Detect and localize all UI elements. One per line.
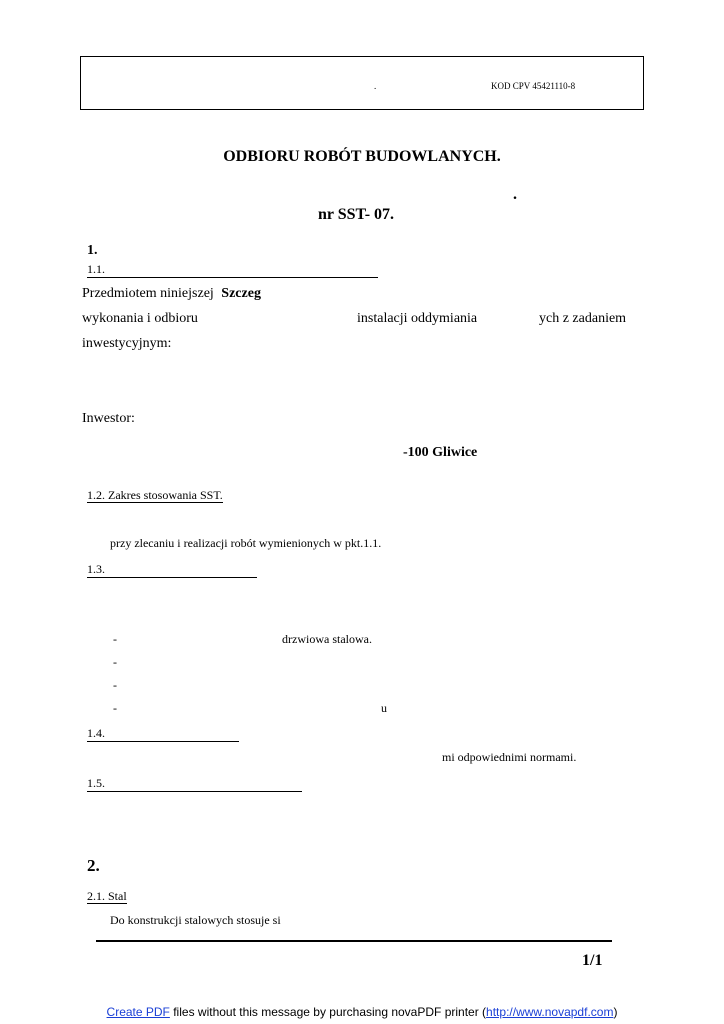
list-item-1-bullet: - (113, 632, 117, 646)
header-dot: . (374, 81, 377, 91)
paragraph-2-text-c: ych z zadaniem (539, 311, 627, 326)
novapdf-footer (0, 1005, 724, 1019)
list-item-2-bullet: - (113, 655, 117, 669)
paragraph-line-1 (82, 286, 261, 302)
subsection-1-1 (87, 262, 378, 278)
subsection-1-1-label: 1.1. (87, 262, 378, 278)
subsection-2-1-label: 2.1. Stal (87, 889, 127, 903)
footer-middle-text: files without this message by purchasing novaPDF printer ( (169, 1005, 487, 1019)
subsection-2-1-text: Do konstrukcji stalowych stosuje si (110, 913, 281, 927)
document-title: ODBIORU ROBÓT BUDOWLANYCH. (223, 148, 501, 165)
subsection-1-5 (87, 776, 302, 792)
subsection-1-2-label: 1.2. Zakres stosowania SST. (87, 488, 223, 502)
investor-label: Inwestor: (82, 411, 135, 426)
list-item-1-text: drzwiowa stalowa. (282, 632, 372, 646)
cpv-code: KOD CPV 45421110-8 (491, 81, 576, 91)
subsection-1-4 (87, 726, 239, 742)
paragraph-1-text-a: Przedmiotem niniejszej (82, 286, 214, 301)
list-item-3-bullet: - (113, 678, 117, 692)
paragraph-2-text-a: wykonania i odbioru (82, 311, 198, 326)
create-pdf-link[interactable]: Create PDF (106, 1005, 170, 1019)
paragraph-3-text: inwestycyjnym: (82, 336, 172, 351)
novapdf-url-link[interactable]: http://www.novapdf.com (486, 1005, 614, 1019)
subsection-1-4-label: 1.4. (87, 726, 239, 742)
footer-end-text: ) (613, 1005, 618, 1019)
footer-rule (96, 940, 612, 942)
list-item-4-bullet: - (113, 701, 117, 715)
section-2-heading: 2. (87, 856, 100, 875)
spec-number: nr SST- 07. (318, 206, 395, 223)
subsection-1-5-label: 1.5. (87, 776, 302, 792)
subsection-1-3-label: 1.3. (87, 562, 257, 578)
subsection-1-3 (87, 562, 257, 578)
title-dot: . (513, 186, 517, 203)
section-1-heading: 1. (87, 243, 98, 258)
header-box (80, 56, 644, 110)
subsection-1-2-text: przy zlecaniu i realizacji robót wymienionych w pkt.1.1. (110, 536, 382, 550)
list-item-4-text: u (381, 701, 387, 715)
subsection-1-4-text: mi odpowiednimi normami. (442, 750, 577, 764)
page-number: 1/1 (582, 952, 603, 969)
subsection-1-2 (87, 488, 223, 503)
paragraph-2-text-b: instalacji oddymiania (357, 311, 478, 326)
subsection-2-1 (87, 889, 127, 904)
paragraph-1-text-b: Szczeg (221, 286, 261, 301)
investor-city: -100 Gliwice (403, 445, 478, 460)
